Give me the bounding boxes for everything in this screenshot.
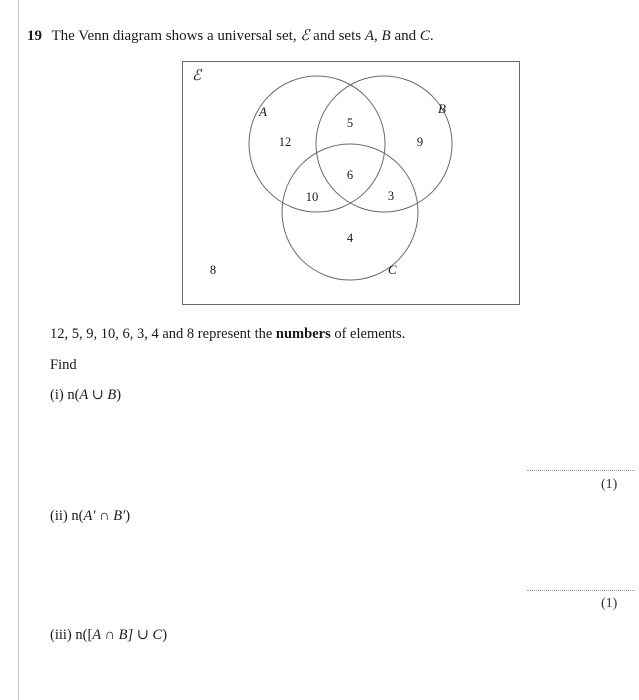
part-i — [50, 387, 121, 404]
universal-set-box — [183, 62, 520, 305]
part-iii-expression: A ∩ B] ∪ C — [92, 627, 163, 643]
part-iii-label: (iii) — [50, 627, 72, 643]
question-text-pre: The Venn diagram shows a universal set, — [51, 28, 297, 44]
statement-pre: 12, 5, 9, 10, 6, 3, 4 and 8 represent the — [50, 326, 273, 342]
region-a-b-c: 6 — [346, 168, 354, 182]
region-a-c-only: 10 — [305, 190, 319, 204]
question-text-mid: and sets — [313, 28, 362, 44]
region-outside: 8 — [209, 263, 217, 277]
part-iii — [50, 627, 167, 644]
set-a-name: A — [364, 28, 375, 44]
circle-b — [316, 76, 452, 212]
statement-post: of elements. — [334, 326, 406, 342]
part-ii — [50, 508, 130, 525]
venn-diagram — [182, 61, 520, 305]
part-ii-prefix: n( — [71, 508, 84, 524]
mark-ii: (1) — [601, 596, 618, 611]
region-b-only: 9 — [416, 135, 424, 149]
set-c-label: C — [388, 262, 397, 277]
question-comma: , — [374, 28, 378, 44]
set-c-name: C — [419, 28, 430, 44]
region-a-b-only: 5 — [346, 116, 354, 130]
part-ii-label: (ii) — [50, 508, 68, 524]
part-i-label: (i) — [50, 387, 64, 403]
mark-i: (1) — [601, 477, 618, 492]
circle-c — [282, 144, 418, 280]
part-iii-suffix: ) — [162, 627, 168, 643]
part-ii-suffix: ) — [125, 508, 131, 524]
question-and: and — [394, 28, 417, 44]
universal-set-symbol: ℰ — [300, 28, 310, 44]
part-i-prefix: n( — [67, 387, 80, 403]
question-end: . — [429, 28, 434, 44]
statement-bold: numbers — [275, 326, 331, 342]
part-iii-prefix: n([ — [75, 627, 93, 643]
region-c-only: 4 — [346, 231, 354, 245]
set-b-label: B — [438, 101, 446, 116]
part-i-suffix: ) — [116, 387, 122, 403]
universal-set-label: ℰ — [192, 68, 202, 84]
set-b-name: B — [381, 28, 391, 44]
region-a-only: 12 — [278, 135, 292, 149]
question-heading — [27, 26, 434, 45]
statement-line — [50, 326, 405, 343]
part-ii-expression: A′ ∩ B′ — [83, 508, 126, 524]
part-i-expression: A ∪ B — [79, 387, 117, 403]
answer-line-i[interactable] — [527, 470, 635, 471]
find-label: Find — [50, 357, 77, 373]
region-b-c-only: 3 — [387, 189, 395, 203]
answer-line-ii[interactable] — [527, 590, 635, 591]
question-number: 19 — [27, 28, 42, 44]
set-a-label: A — [259, 104, 267, 119]
page-margin-line — [18, 0, 19, 700]
